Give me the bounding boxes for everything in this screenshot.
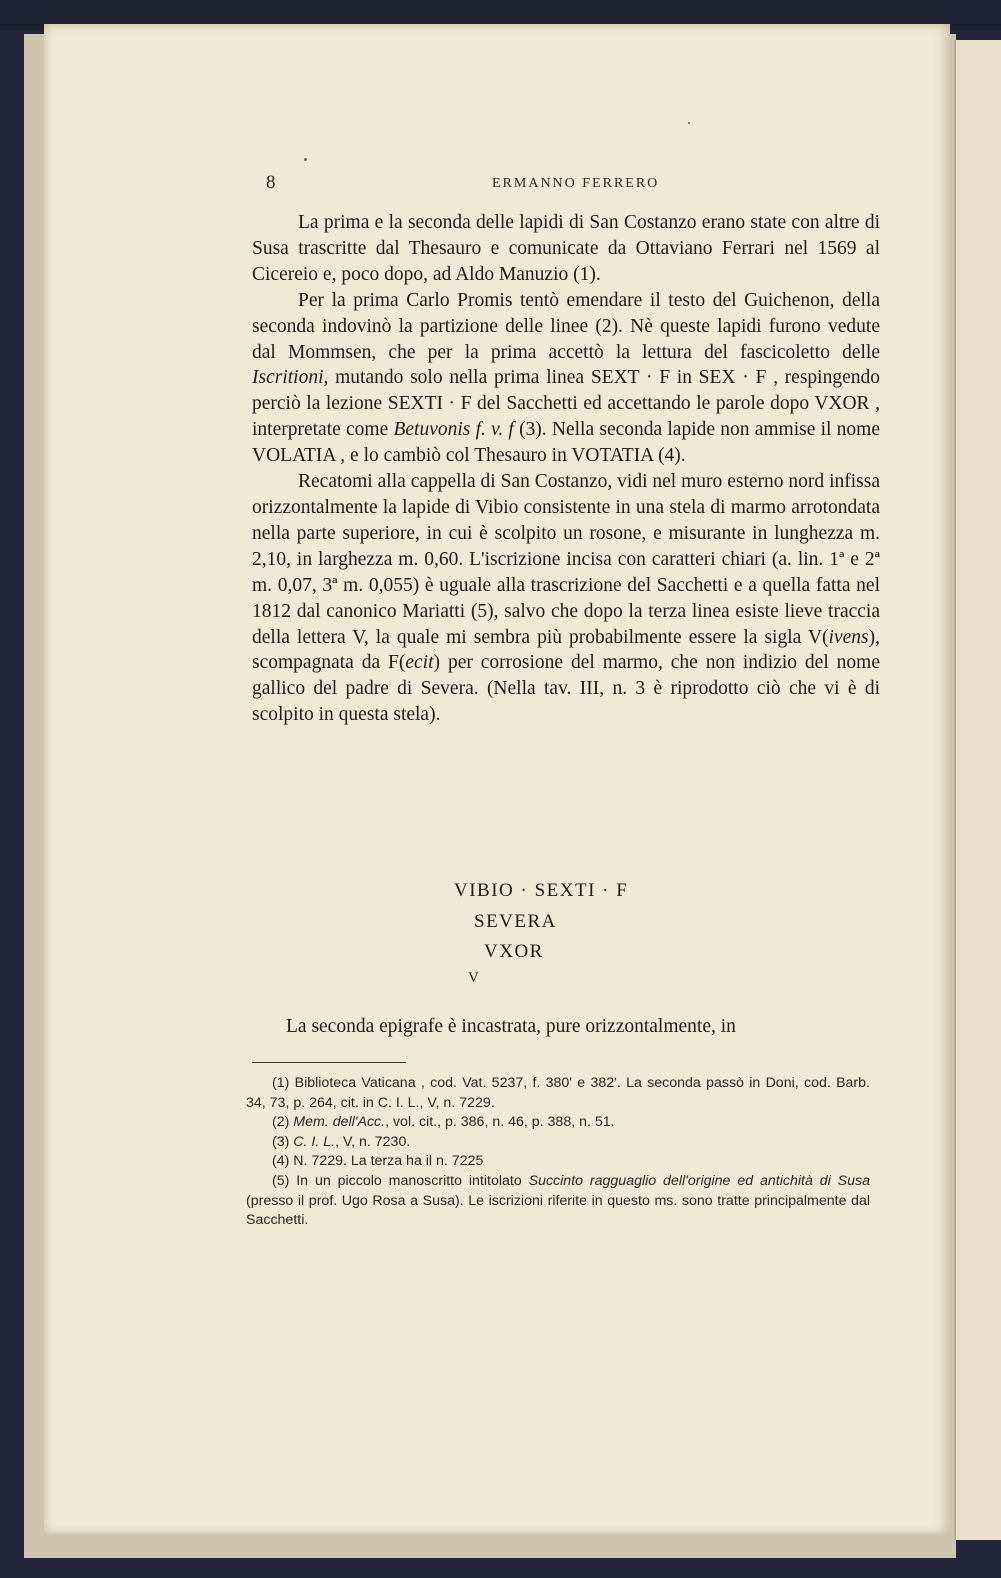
inscription-line-3: VXOR	[484, 941, 544, 962]
paragraph-2: Per la prima Carlo Promis tentò emendare il testo del Guichenon, della seconda indovinò la partizione delle linee (2). Nè queste lapidi furono vedute dal Mommsen, che per la prima accettò la lettura del fascicoletto delle Iscritioni, mutando solo nella prima linea SEXT · F in SEX · F , respingendo perciò la lezione SEXTI · F del Sacchetti ed accettando le parole dopo VXOR , interpretate come Betuvonis f. v. f (3). Nella seconda lapide non ammise il nome VOLATIA , e lo cambiò col Thesauro in VOTATIA (4).	[252, 289, 880, 467]
continuation-text: La seconda epigrafe è incastrata, pure orizzontalmente, in	[286, 1016, 736, 1037]
paper-speck	[688, 122, 690, 124]
inscription-line-4: V	[468, 970, 481, 986]
paragraph-1: La prima e la seconda delle lapidi di San Costanzo erano state con altre di Susa trascritte dal Thesauro e comunicate da Ottaviano Ferrari nel 1569 al Cicereio e, poco dopo, ad Aldo Manuzio (1).	[252, 212, 880, 285]
footnote-3: (3) C. I. L., V, n. 7230.	[272, 1133, 411, 1150]
footnote-rule	[252, 1062, 406, 1063]
page-number: 8	[266, 172, 276, 193]
footnote-1: (1) Biblioteca Vaticana , cod. Vat. 5237, f. 380' e 382'. La seconda passò in Doni, cod. Barb. 34, 73, p. 264, cit. in C. I. L., V, n. 7229.	[246, 1075, 870, 1111]
next-page-edge	[954, 40, 1001, 1540]
footnotes	[246, 1074, 870, 1231]
footnote-2: (2) Mem. dell'Acc., vol. cit., p. 386, n. 46, p. 388, n. 51.	[272, 1114, 615, 1131]
body-text	[252, 210, 880, 728]
footnote-5: (5) In un piccolo manoscritto intitolato Succinto ragguaglio dell'origine ed antichità di Susa (presso il prof. Ugo Rosa a Susa). Le iscrizioni riferite in questo ms. sono tratte principalmente dal Sacchetti.	[246, 1172, 870, 1229]
paragraph-3: Recatomi alla cappella di San Costanzo, vidi nel muro esterno nord infissa orizzontalmente la lapide di Vibio consistente in una stela di marmo arrotondata nella parte superiore, in cui è scolpito un rosone, e misurante in lunghezza m. 2,10, in larghezza m. 0,60. L'iscrizione incisa con caratteri chiari (a. lin. 1ª e 2ª m. 0,07, 3ª m. 0,055) è uguale alla trascrizione del Sacchetti e a quella fatta nel 1812 dal canonico Mariatti (5), salvo che dopo la terza linea esiste lieve traccia della lettera V, la quale mi sembra più probabilmente essere la sigla V(ivens), scompagnata da F(ecit) per corrosione del marmo, che non indizio del nome gallico del padre di Severa. (Nella tav. III, n. 3 è riprodotto ciò che vi è di scolpito in questa stela).	[252, 471, 880, 726]
inscription-line-1: VIBIO · SEXTI · F	[454, 880, 629, 901]
footnote-4: (4) N. 7229. La terza ha il n. 7225	[272, 1153, 484, 1170]
running-head: ERMANNO FERRERO	[492, 176, 660, 191]
page-header	[266, 172, 886, 196]
paper-speck	[304, 158, 307, 161]
inscription-line-2: SEVERA	[474, 911, 557, 932]
